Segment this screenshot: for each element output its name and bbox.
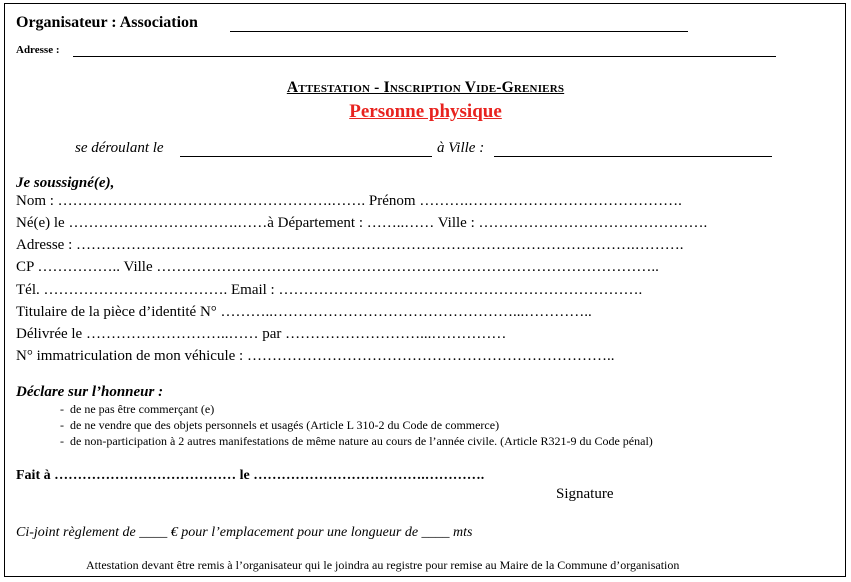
city-fill-line[interactable] xyxy=(494,156,772,157)
signature-label: Signature xyxy=(556,486,614,502)
payment-line[interactable]: Ci-joint règlement de ____ € pour l’emplacement pour une longueur de ____ mts xyxy=(16,525,473,540)
document-subtitle: Personne physique xyxy=(349,101,502,122)
declaration-item: - de ne pas être commerçant (e) xyxy=(60,402,215,416)
organizer-label: Organisateur : Association xyxy=(16,14,198,31)
fait-a-line[interactable]: Fait à ………………………………… le ……………………………….…………. xyxy=(16,468,485,483)
issued-field-line[interactable]: Délivrée le ………………………..…… par ………………………...…………… xyxy=(16,326,507,342)
city-label: à Ville : xyxy=(437,140,485,156)
address-fill-line[interactable] xyxy=(73,56,776,57)
organizer-fill-line[interactable] xyxy=(230,31,688,32)
id-document-field-line[interactable]: Titulaire de la pièce d’identité N° ………..…………………………………………...………….. xyxy=(16,304,592,320)
document-title: Attestation - Inscription Vide-Greniers xyxy=(286,79,565,96)
footer-note: Attestation devant être remis à l’organisateur qui le joindra au registre pour remise au Maire de la Commune d’organisation xyxy=(86,558,680,572)
declarant-heading: Je soussigné(e), xyxy=(16,175,115,191)
declaration-item: - de ne vendre que des objets personnels et usagés (Article L 310-2 du Code de commerce) xyxy=(60,418,500,432)
name-field-line[interactable]: Nom : ……………………………………………….……. Prénom ……….……………………………………. xyxy=(16,193,682,209)
postcode-city-field-line[interactable]: CP …………….. Ville ……………………………………………………………………………………….. xyxy=(16,259,659,275)
phone-email-field-line[interactable]: Tél. ………………………………. Email : ………………………………………………………………. xyxy=(16,282,643,298)
address-label: Adresse : xyxy=(16,44,60,56)
vehicle-registration-field-line[interactable]: N° immatriculation de mon véhicule : ……………………………………………………………….. xyxy=(16,348,615,364)
date-label: se déroulant le xyxy=(75,140,164,156)
declaration-item: - de non-participation à 2 autres manifestations de même nature au cours de l’année civile. (Article R321-9 du Code pénal) xyxy=(60,434,653,448)
birth-field-line[interactable]: Né(e) le …………………………….……à Département : ……..…… Ville : ………………………………………. xyxy=(16,215,708,231)
address-field-line[interactable]: Adresse : ………………………………………………………………………………………………….………. xyxy=(16,237,684,253)
date-fill-line[interactable] xyxy=(180,156,432,157)
declaration-heading: Déclare sur l’honneur : xyxy=(16,384,164,400)
